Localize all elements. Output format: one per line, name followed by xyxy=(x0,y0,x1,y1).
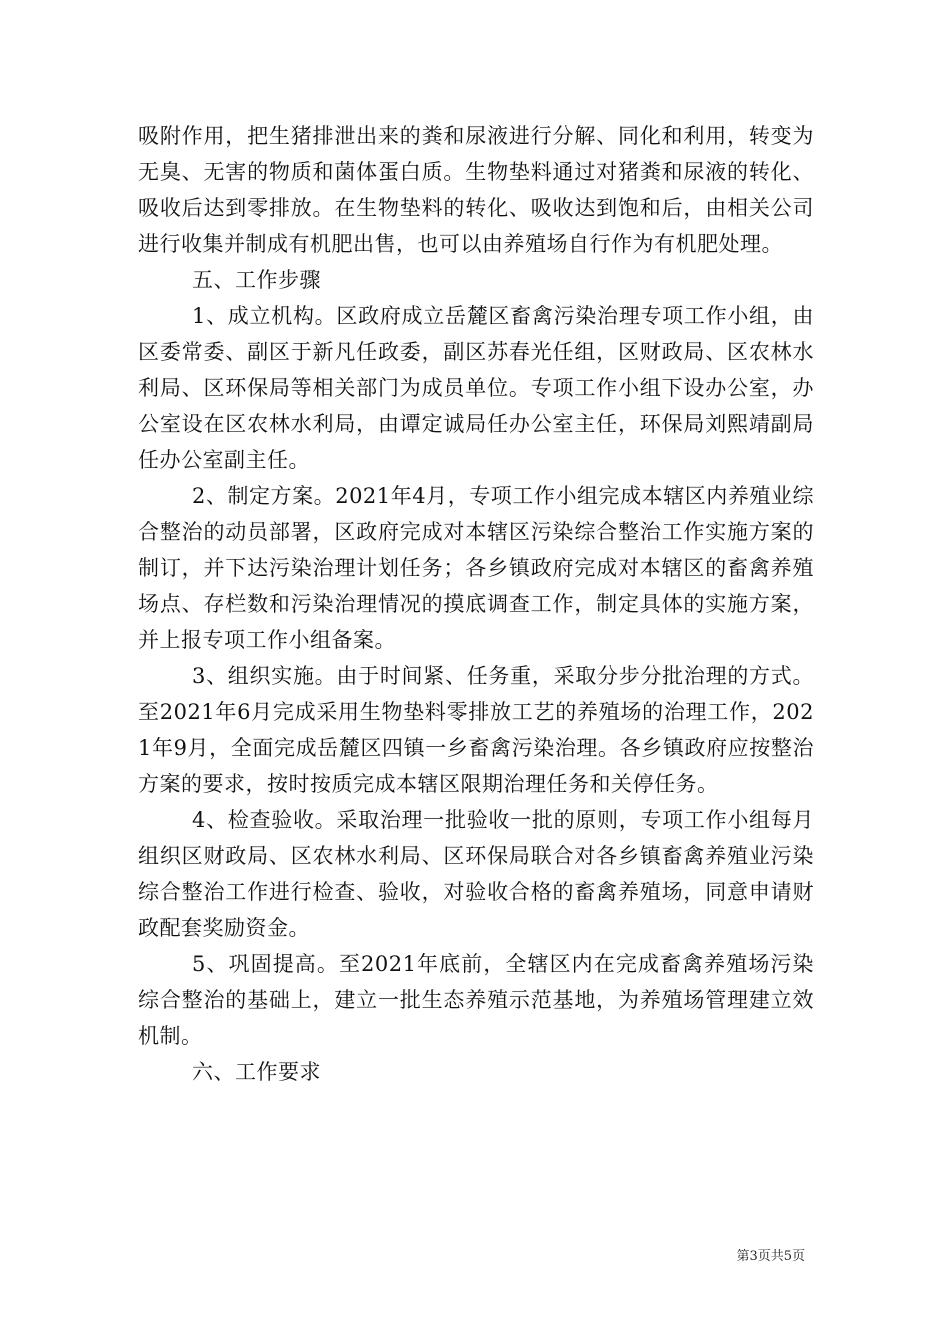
paragraph-step-3: 3、组织实施。由于时间紧、任务重，采取分步分批治理的方式。至2021年6月完成采用生物垫料零排放工艺的养殖场的治理工作，2021年9月，全面完成岳麓区四镇一乡畜禽污染治理。各乡镇政府应按整治方案的要求，按时按质完成本辖区限期治理任务和关停任务。 xyxy=(138,664,814,796)
document-body xyxy=(138,118,814,1090)
page-number-footer: 第3页共5页 xyxy=(736,1249,805,1264)
paragraph-step-1: 1、成立机构。区政府成立岳麓区畜禽污染治理专项工作小组，由区委常委、副区于新凡任政委，副区苏春光任组，区财政局、区农林水利局、区环保局等相关部门为成员单位。专项工作小组下设办公室，办公室设在区农林水利局，由谭定诚局任办公室主任，环保局刘熙靖副局任办公室副主任。 xyxy=(138,304,814,472)
section-heading-work-steps: 五、工作步骤 xyxy=(192,268,321,292)
paragraph-step-2: 2、制定方案。2021年4月，专项工作小组完成本辖区内养殖业综合整治的动员部署，区政府完成对本辖区污染综合整治工作实施方案的制订，并下达污染治理计划任务；各乡镇政府完成对本辖区的畜禽养殖场点、存栏数和污染治理情况的摸底调查工作，制定具体的实施方案，并上报专项工作小组备案。 xyxy=(138,484,814,652)
paragraph-continuation: 吸附作用，把生猪排泄出来的粪和尿液进行分解、同化和利用，转变为无臭、无害的物质和菌体蛋白质。生物垫料通过对猪粪和尿液的转化、吸收后达到零排放。在生物垫料的转化、吸收达到饱和后，由相关公司进行收集并制成有机肥出售，也可以由养殖场自行作为有机肥处理。 xyxy=(138,124,814,256)
section-heading-work-requirements: 六、工作要求 xyxy=(192,1060,321,1084)
paragraph-step-5: 5、巩固提高。至2021年底前，全辖区内在完成畜禽养殖场污染综合整治的基础上，建立一批生态养殖示范基地，为养殖场管理建立效机制。 xyxy=(138,952,814,1048)
paragraph-step-4: 4、检查验收。采取治理一批验收一批的原则，专项工作小组每月组织区财政局、区农林水利局、区环保局联合对各乡镇畜禽养殖业污染综合整治工作进行检查、验收，对验收合格的畜禽养殖场，同意申请财政配套奖励资金。 xyxy=(138,808,814,940)
